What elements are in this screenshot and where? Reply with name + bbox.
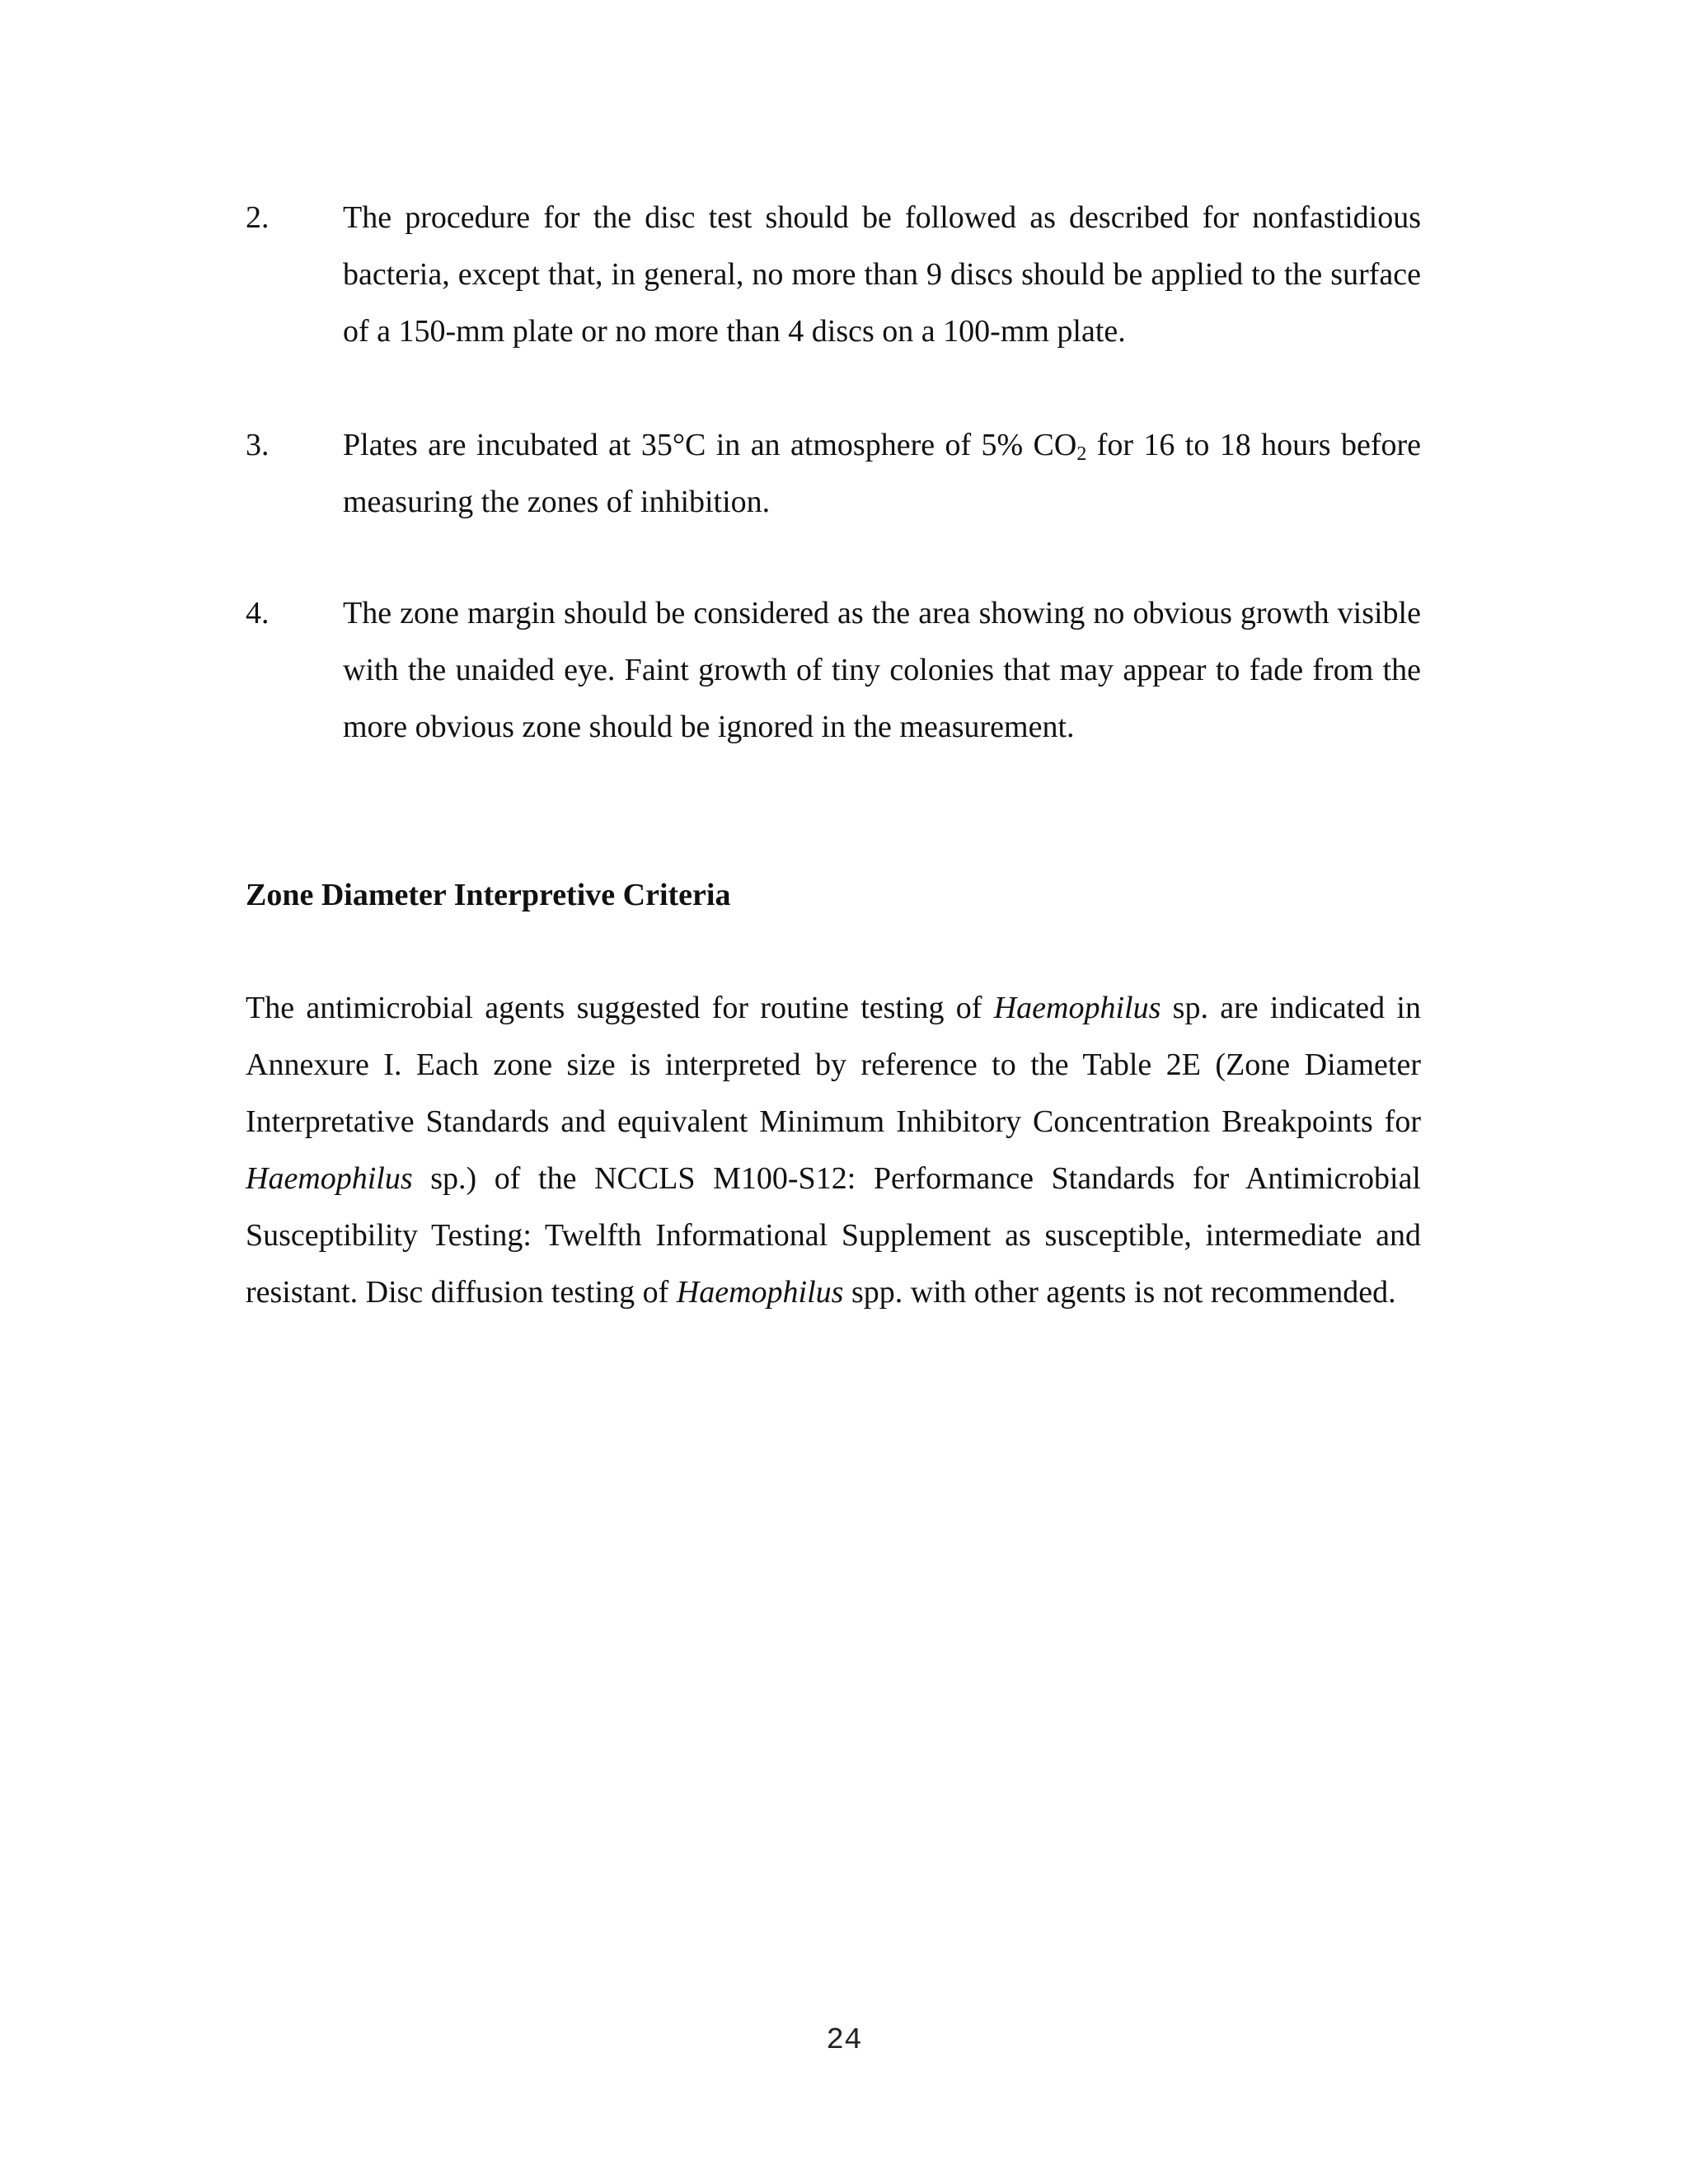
- italic-genus-name: Haemophilus: [246, 1161, 413, 1196]
- italic-genus-name: Haemophilus: [676, 1275, 844, 1310]
- section-heading: Zone Diameter Interpretive Criteria: [246, 878, 731, 912]
- list-item-number: 2.: [246, 200, 270, 235]
- list-item-text: The zone margin should be considered as the area showing no obvious growth visible with the unaided eye. Faint growth of tiny colonies that may appear to fade from the more obvious zone should be ignored in the measurement.: [343, 596, 1421, 744]
- list-item-text-part: for 16 to 18 hours before measuring the zones of inhibition.: [343, 428, 1421, 519]
- paragraph-text: The antimicrobial agents suggested for routine testing of: [246, 991, 994, 1025]
- paragraph-text: sp. are indicated in Annexure I. Each zone size is interpreted by reference to the Table 2E (Zone Diameter Interpretative Standards and equivalent Minimum Inhibitory Concentration Breakpoints for: [246, 991, 1421, 1139]
- paragraph-text: sp.) of the NCCLS M100-S12: Performance Standards for Antimicrobial Susceptibility Testing: Twelfth Informational Supplement as susceptible, intermediate and resistant. Disc diffusion testing of: [246, 1161, 1421, 1310]
- list-item-text-part: Plates are incubated at 35°C in an atmosphere of 5% CO: [343, 428, 1077, 462]
- italic-genus-name: Haemophilus: [993, 991, 1161, 1025]
- page-number: 24: [826, 2023, 862, 2057]
- list-item-number: 4.: [246, 596, 270, 630]
- paragraph-text: spp. with other agents is not recommended.: [843, 1275, 1396, 1310]
- subscript: 2: [1076, 443, 1087, 465]
- list-item-text: [343, 417, 1421, 531]
- list-item-text: The procedure for the disc test should be followed as described for nonfastidious bacteria, except that, in general, no more than 9 discs should be applied to the surface of a 150-mm plate or no more than 4 discs on a 100-mm plate.: [343, 200, 1421, 349]
- body-paragraph: [246, 980, 1421, 1321]
- list-item-number: 3.: [246, 428, 270, 462]
